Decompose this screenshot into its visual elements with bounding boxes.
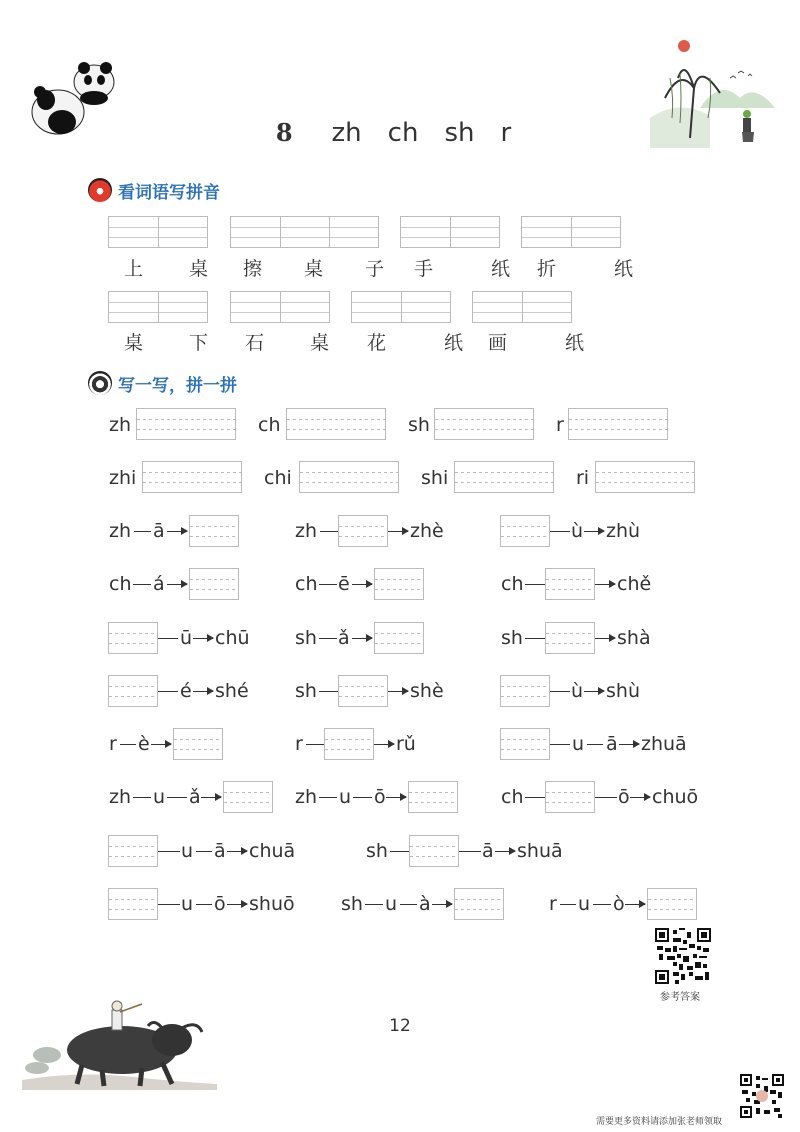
- part: ā: [606, 733, 618, 755]
- part: zh: [295, 786, 318, 808]
- part: u: [153, 786, 166, 808]
- part: ǎ: [189, 786, 201, 808]
- pinyin-box[interactable]: [108, 216, 208, 248]
- pinyin-box[interactable]: [351, 291, 451, 323]
- part: sh: [341, 893, 363, 915]
- write-box[interactable]: [595, 461, 695, 493]
- result: shuā: [517, 840, 563, 862]
- result: zhuā: [641, 733, 687, 755]
- write-box[interactable]: [374, 568, 424, 600]
- lesson-title: [0, 118, 800, 148]
- part: sh: [501, 627, 523, 649]
- part: sh: [366, 840, 388, 862]
- part: à: [419, 893, 431, 915]
- part: u: [385, 893, 398, 915]
- result: zhù: [606, 520, 641, 542]
- part: u: [181, 893, 194, 915]
- part: sh: [295, 680, 317, 702]
- result: shuō: [249, 893, 295, 915]
- part: ō: [618, 786, 630, 808]
- write-box[interactable]: [568, 408, 668, 440]
- write-box[interactable]: [108, 835, 158, 867]
- footer-text: 需要更多资料请添加张老师领取: [596, 1117, 723, 1127]
- word: 石 桌: [245, 332, 350, 354]
- word: 折 纸: [537, 258, 660, 280]
- word: 手 纸: [414, 258, 537, 280]
- part: r: [109, 733, 117, 755]
- part: ch: [501, 786, 524, 808]
- result: chě: [617, 573, 652, 595]
- write-box[interactable]: [189, 515, 239, 547]
- section-label: 写一写，拼一拼: [118, 375, 237, 396]
- write-box[interactable]: [500, 515, 550, 547]
- write-box[interactable]: [324, 728, 374, 760]
- write-box[interactable]: [434, 408, 534, 440]
- result: shà: [617, 627, 651, 649]
- pinyin-box[interactable]: [230, 291, 330, 323]
- result: zhè: [410, 520, 444, 542]
- part: u: [572, 733, 585, 755]
- opera-mask-icon: [88, 371, 112, 395]
- title-letter: ch: [387, 118, 419, 148]
- write-box[interactable]: [545, 781, 595, 813]
- result: shé: [215, 680, 249, 702]
- section-heading-2: [88, 368, 237, 398]
- write-box[interactable]: [173, 728, 223, 760]
- result: rǔ: [396, 733, 416, 755]
- part: ū: [180, 627, 193, 649]
- part: zh: [295, 520, 318, 542]
- part: ǎ: [338, 627, 350, 649]
- part: u: [578, 893, 591, 915]
- write-box[interactable]: [223, 781, 273, 813]
- write-box[interactable]: [338, 675, 388, 707]
- initial: zh: [109, 414, 132, 436]
- write-box[interactable]: [454, 888, 504, 920]
- syllable: shi: [421, 467, 449, 489]
- footer-qr-code[interactable]: [740, 1074, 784, 1118]
- write-box[interactable]: [454, 461, 554, 493]
- page-number: 12: [389, 1016, 411, 1036]
- write-box[interactable]: [299, 461, 399, 493]
- title-letter: zh: [331, 118, 362, 148]
- result: chuō: [652, 786, 699, 808]
- write-box[interactable]: [408, 781, 458, 813]
- result: chuā: [249, 840, 296, 862]
- part: ē: [338, 573, 350, 595]
- part: ā: [153, 520, 165, 542]
- part: é: [180, 680, 192, 702]
- write-box[interactable]: [108, 622, 158, 654]
- write-box[interactable]: [500, 675, 550, 707]
- part: ā: [214, 840, 226, 862]
- write-box[interactable]: [286, 408, 386, 440]
- part: zh: [109, 786, 132, 808]
- part: á: [153, 573, 165, 595]
- opera-mask-icon: [88, 178, 112, 202]
- write-box[interactable]: [374, 622, 424, 654]
- part: ch: [109, 573, 132, 595]
- word: 上 桌: [124, 258, 229, 280]
- title-letter: sh: [444, 118, 475, 148]
- write-box[interactable]: [545, 568, 595, 600]
- write-box[interactable]: [108, 888, 158, 920]
- section-label: 看词语写拼音: [118, 182, 220, 203]
- part: zh: [109, 520, 132, 542]
- pinyin-box[interactable]: [230, 216, 379, 248]
- pinyin-box[interactable]: [108, 291, 208, 323]
- word: 花 纸: [367, 332, 490, 354]
- part: ch: [295, 573, 318, 595]
- write-box[interactable]: [409, 835, 459, 867]
- write-box[interactable]: [136, 408, 236, 440]
- write-box[interactable]: [647, 888, 697, 920]
- syllable: zhi: [109, 467, 137, 489]
- word: 擦 桌 子: [243, 258, 403, 280]
- part: u: [181, 840, 194, 862]
- section-heading-1: [88, 175, 220, 205]
- part: ù: [571, 520, 584, 542]
- part: r: [549, 893, 557, 915]
- write-box[interactable]: [108, 675, 158, 707]
- part: ā: [482, 840, 494, 862]
- part: ù: [571, 680, 584, 702]
- syllable: chi: [264, 467, 292, 489]
- write-box[interactable]: [142, 461, 242, 493]
- qr-label: 参考答案: [660, 992, 700, 1003]
- word: 桌 下: [124, 332, 229, 354]
- part: è: [138, 733, 150, 755]
- write-box[interactable]: [545, 622, 595, 654]
- result: shù: [606, 680, 640, 702]
- result: shè: [410, 680, 444, 702]
- buffalo-illustration: [22, 1000, 217, 1090]
- part: ò: [613, 893, 625, 915]
- part: r: [295, 733, 303, 755]
- lesson-number: 8: [275, 118, 293, 147]
- write-box[interactable]: [189, 568, 239, 600]
- write-box[interactable]: [500, 728, 550, 760]
- initial: r: [556, 414, 564, 436]
- syllable: ri: [576, 467, 590, 489]
- title-letter: r: [500, 118, 512, 148]
- pinyin-box[interactable]: [472, 291, 572, 323]
- pinyin-box[interactable]: [400, 216, 500, 248]
- part: sh: [295, 627, 317, 649]
- initial: sh: [408, 414, 430, 436]
- write-box[interactable]: [338, 515, 388, 547]
- initial: ch: [258, 414, 281, 436]
- word: 画 纸: [488, 332, 611, 354]
- part: ō: [374, 786, 386, 808]
- result: chū: [215, 627, 250, 649]
- part: ch: [501, 573, 524, 595]
- part: u: [339, 786, 352, 808]
- qr-code[interactable]: [655, 928, 711, 984]
- part: ō: [214, 893, 226, 915]
- pinyin-box[interactable]: [521, 216, 621, 248]
